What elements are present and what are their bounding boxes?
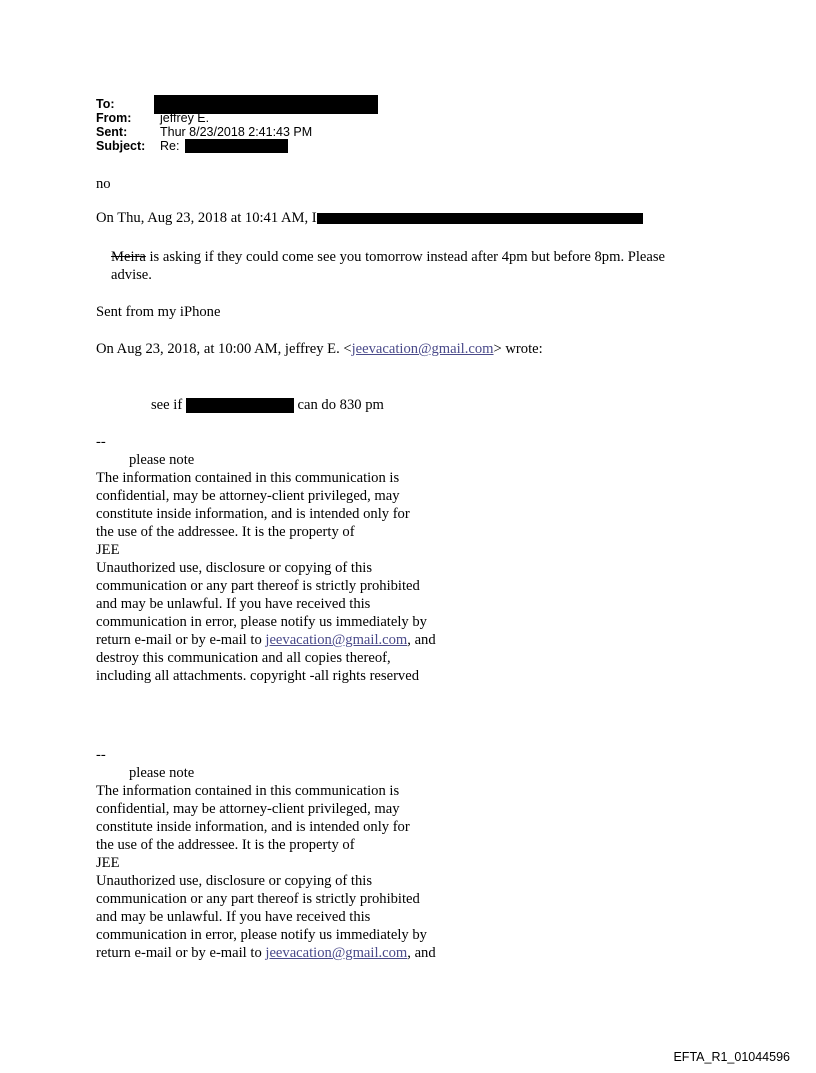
separator: -- — [96, 434, 106, 450]
disclaimer-note: please note — [129, 452, 195, 468]
to-label: To: — [96, 97, 115, 111]
quote2-intro: On Aug 23, 2018, at 10:00 AM, jeffrey E. < — [96, 341, 352, 357]
disclaimer-line: constitute inside information, and is intended only for — [96, 819, 410, 835]
inner-message — [151, 396, 384, 414]
disclaimer-line — [96, 944, 436, 962]
disclaimer-line: confidential, may be attorney-client privileged, may — [96, 801, 400, 817]
disclaimer-line: constitute inside information, and is intended only for — [96, 506, 410, 522]
quote2-intro-line — [96, 340, 543, 358]
quote1-intro: On Thu, Aug 23, 2018 at 10:41 AM, I — [96, 210, 317, 226]
email-link[interactable]: jeevacation@gmail.com — [265, 945, 408, 961]
disclaimer-line: Unauthorized use, disclosure or copying of this — [96, 873, 373, 889]
disclaimer-line: destroy this communication and all copies thereof, — [96, 650, 391, 666]
document-id: EFTA_R1_01044596 — [673, 1050, 790, 1064]
redaction-bar — [186, 398, 294, 413]
disclaimer-line: the use of the addressee. It is the property of — [96, 837, 355, 853]
disclaimer-text: , and — [407, 632, 436, 648]
sent-row — [96, 125, 378, 139]
subject-label: Subject: — [96, 139, 146, 153]
disclaimer-line: The information contained in this communication is — [96, 783, 400, 799]
disclaimer-line: and may be unlawful. If you have received this — [96, 909, 371, 925]
disclaimer-line: confidential, may be attorney-client privileged, may — [96, 488, 400, 504]
quote1-line1 — [111, 248, 665, 266]
quote1-line2: advise. — [111, 267, 152, 283]
disclaimer-line: JEE — [96, 855, 120, 871]
disclaimer-line: Unauthorized use, disclosure or copying of this — [96, 560, 373, 576]
email-link[interactable]: jeevacation@gmail.com — [351, 341, 494, 357]
quote2-tail: > wrote: — [493, 341, 543, 357]
disclaimer-text: , and — [407, 945, 436, 961]
from-value: jeffrey E. — [160, 111, 210, 125]
disclaimer-line — [96, 631, 436, 649]
redaction-bar — [317, 213, 643, 224]
disclaimer-line: the use of the addressee. It is the property of — [96, 524, 355, 540]
sent-label: Sent: — [96, 125, 128, 139]
quote1-text: is asking if they could come see you tomorrow instead after 4pm but before 8pm. Please — [145, 249, 666, 265]
email-link[interactable]: jeevacation@gmail.com — [265, 632, 408, 648]
disclaimer-line: JEE — [96, 542, 120, 558]
disclaimer-block — [96, 746, 436, 962]
disclaimer-note: please note — [129, 765, 195, 781]
disclaimer-line: including all attachments. copyright -all rights reserved — [96, 668, 419, 684]
disclaimer-line: and may be unlawful. If you have received this — [96, 596, 371, 612]
disclaimer-text: return e-mail or by e-mail to — [96, 945, 266, 961]
disclaimer-line: communication or any part thereof is strictly prohibited — [96, 891, 420, 907]
disclaimer-line: communication in error, please notify us immediately by — [96, 927, 427, 943]
quote1-intro-line — [96, 209, 643, 227]
separator: -- — [96, 747, 106, 763]
disclaimer-text: return e-mail or by e-mail to — [96, 632, 266, 648]
inner-before: see if — [151, 397, 183, 413]
to-row — [96, 97, 378, 111]
reply-text: no — [96, 176, 111, 192]
disclaimer-line: communication or any part thereof is strictly prohibited — [96, 578, 420, 594]
subject-value: Re: — [160, 139, 180, 153]
disclaimer-block — [96, 433, 436, 685]
subject-row — [96, 139, 378, 153]
redaction-bar — [185, 139, 288, 153]
quote1-name: Meira — [111, 249, 146, 265]
inner-after: can do 830 pm — [297, 397, 384, 413]
email-header — [96, 97, 378, 153]
disclaimer-line: The information contained in this communication is — [96, 470, 400, 486]
disclaimer-line: communication in error, please notify us immediately by — [96, 614, 427, 630]
signature: Sent from my iPhone — [96, 304, 221, 320]
from-label: From: — [96, 111, 132, 125]
sent-value: Thur 8/23/2018 2:41:43 PM — [160, 125, 313, 139]
